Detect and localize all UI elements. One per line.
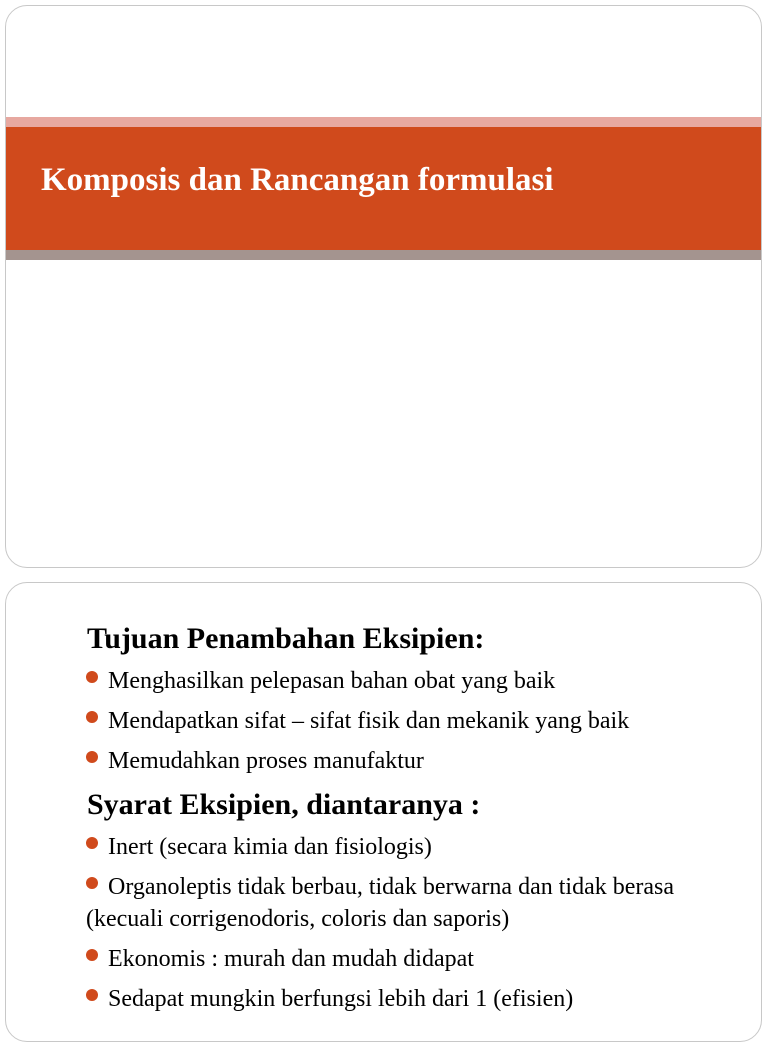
list-item	[86, 983, 736, 1015]
title-band-main	[6, 127, 761, 250]
bullet-icon	[86, 751, 98, 763]
list-item	[86, 665, 736, 697]
list-item	[86, 943, 736, 975]
list-item	[86, 745, 736, 777]
title-band-bottom-stripe	[6, 250, 761, 260]
section-heading-syarat: Syarat Eksipien, diantaranya :	[87, 788, 481, 821]
list-item-text: Inert (secara kimia dan fisiologis)	[108, 834, 432, 860]
bullet-icon	[86, 949, 98, 961]
list-item	[86, 871, 736, 935]
list-item-text: Memudahkan proses manufaktur	[108, 748, 424, 774]
content-slide	[5, 582, 762, 1042]
bullet-icon	[86, 989, 98, 1001]
bullet-list-syarat	[86, 831, 736, 1015]
list-item-text: Sedapat mungkin berfungsi lebih dari 1 (efisien)	[108, 986, 574, 1012]
bullet-icon	[86, 671, 98, 683]
list-item-text: Ekonomis : murah dan mudah didapat	[108, 946, 474, 972]
list-item-text: Organoleptis tidak berbau, tidak berwarna dan tidak berasa (kecuali corrigenodoris, coloris dan saporis)	[86, 874, 675, 932]
title-band-top-stripe	[6, 117, 761, 127]
section-heading-tujuan: Tujuan Penambahan Eksipien:	[87, 622, 485, 655]
bullet-icon	[86, 877, 98, 889]
bullet-icon	[86, 711, 98, 723]
title-slide	[5, 5, 762, 568]
bullet-list-tujuan	[86, 665, 736, 777]
title-band	[6, 117, 761, 261]
slide-title: Komposis dan Rancangan formulasi	[41, 162, 554, 198]
list-item	[86, 705, 736, 737]
bullet-icon	[86, 837, 98, 849]
list-item-text: Mendapatkan sifat – sifat fisik dan mekanik yang baik	[108, 708, 630, 734]
slide-content	[86, 619, 736, 1023]
list-item	[86, 831, 736, 863]
list-item-text: Menghasilkan pelepasan bahan obat yang baik	[108, 668, 556, 694]
